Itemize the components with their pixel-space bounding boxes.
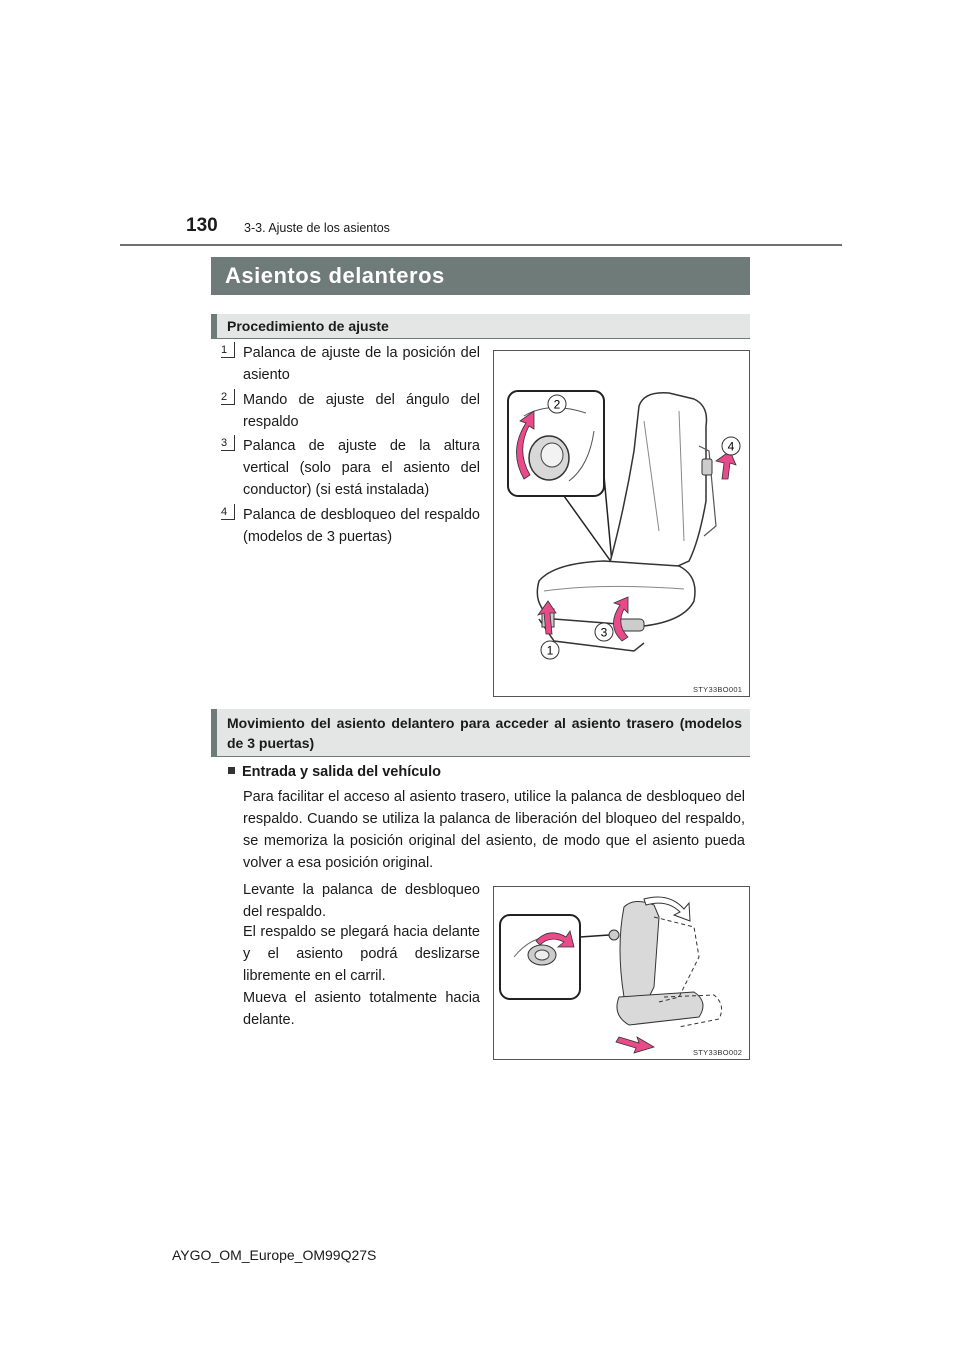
svg-text:1: 1 [546,643,554,658]
callout-3 [595,623,613,641]
figure-code-2: STY33BO002 [693,1048,743,1057]
item-number-2: 2 [221,389,235,405]
svg-text:2: 2 [553,397,561,412]
svg-text:3: 3 [600,625,608,640]
item-number-4: 4 [221,504,235,520]
callout-1 [541,641,559,659]
procedure-heading: Procedimiento de ajuste [211,314,750,339]
movement-heading: Movimiento del asiento delantero para acceder al asiento trasero (modelos de 3 puertas) [211,709,750,757]
step-text-3: Mueva el asiento totalmente hacia delante. [243,990,480,1028]
section-label: 3-3. Ajuste de los asientos [244,221,390,235]
header-rule [120,244,842,246]
seat-adjustment-figure [493,350,750,697]
item-number-1: 1 [221,342,235,358]
seat-fold-figure [493,886,750,1060]
item-text-1: Palanca de ajuste de la posición del asiento [243,345,480,383]
callout-2 [548,395,566,413]
movement-paragraph: Para facilitar el acceso al asiento trasero, utilice la palanca de desbloqueo del respaldo. Cuando se utiliza la palanca de liberación del bloqueo del respaldo, se memoriza la posición original del asiento, de modo que el asiento pueda volver a esa posición original. [243,789,745,871]
step-text-1: Levante la palanca de desbloqueo del respaldo. [243,882,480,920]
seat-illustration [494,351,749,696]
svg-text:4: 4 [727,439,735,454]
page-number: 130 [186,215,218,236]
step-text-2: El respaldo se plegará hacia delante y el asiento podrá deslizarse libremente en el carril. [243,924,480,984]
seat-fold-illustration [494,887,749,1059]
page-title: Asientos delanteros [211,257,750,295]
item-text-4: Palanca de desbloqueo del respaldo (modelos de 3 puertas) [243,507,480,545]
item-number-3: 3 [221,435,235,451]
item-text-2: Mando de ajuste del ángulo del respaldo [243,392,480,430]
item-text-3: Palanca de ajuste de la altura vertical (solo para el asiento del conductor) (si está instalada) [243,438,480,498]
callout-4 [722,437,740,455]
bullet-heading: Entrada y salida del vehículo [228,764,441,780]
figure-code-1: STY33BO001 [693,685,743,694]
bullet-square-icon [228,767,235,774]
footer-code: AYGO_OM_Europe_OM99Q27S [172,1247,377,1263]
